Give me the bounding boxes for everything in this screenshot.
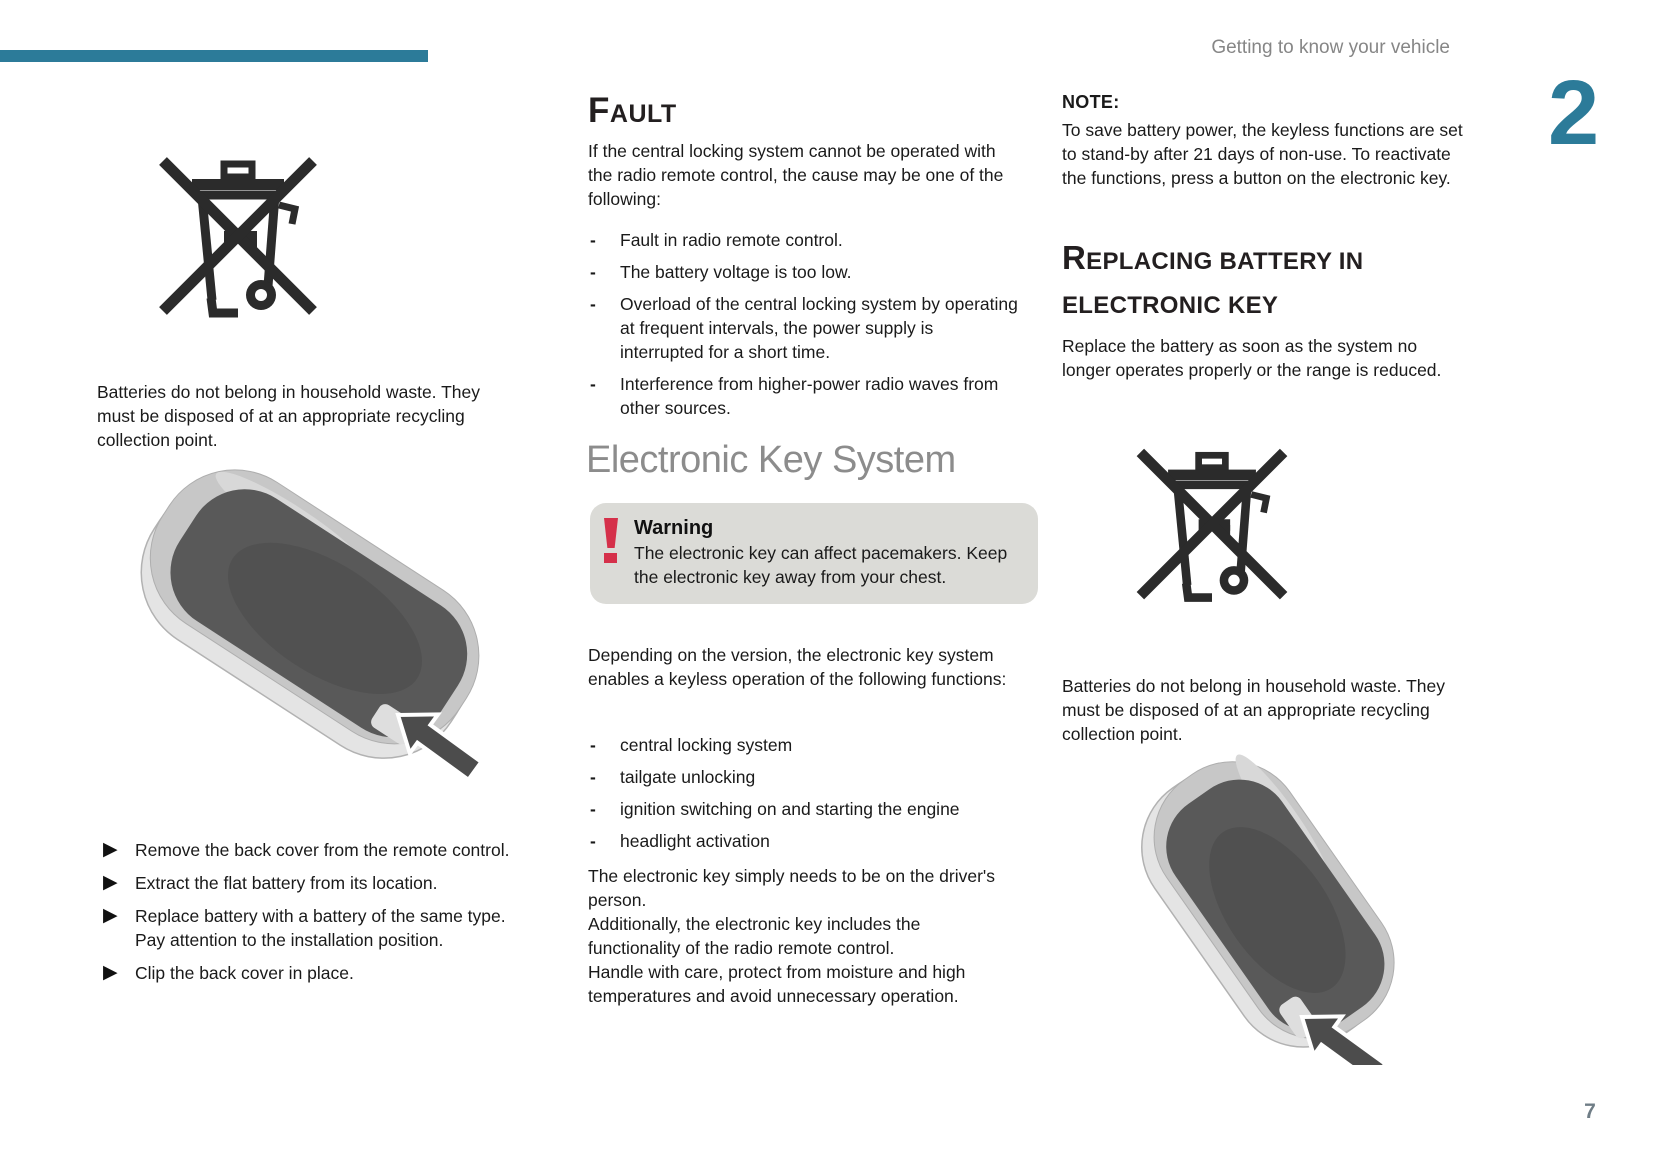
warning-title: Warning [634,517,714,539]
list-item [97,961,533,985]
chapter-number: 2 [1548,62,1598,164]
note-label: NOTE: [1062,92,1120,112]
list-item [588,733,1018,757]
list-item [588,372,1018,420]
crossed-wheeled-bin-icon [148,148,328,326]
remote-control-back-cover-image [126,453,504,778]
fault-intro-text: If the central locking system cannot be operated with the radio remote control, the cause may be one of the following: [588,141,1004,209]
electronic-key-image [1090,733,1452,1065]
list-item [97,904,533,952]
bullet-triangle-icon: ▶ [103,838,118,860]
fault-causes-list [588,228,1018,428]
list-item [588,228,1018,252]
list-item [588,765,1018,789]
keyless-functions-list [588,733,1018,861]
cause-text: Interference from higher-power radio waves from other sources. [620,374,999,418]
section-heading-fault: FAULT [588,91,677,130]
bullet-triangle-icon: ▶ [103,871,118,893]
warning-text: The electronic key can affect pacemakers. Keep the electronic key away from your chest. [634,543,1008,587]
function-text: tailgate unlocking [620,767,756,787]
dash-bullet: - [590,230,596,250]
battery-disposal-caption: Batteries do not belong in household waste. They must be disposed of at an appropriate recycling collection point. [1062,676,1445,744]
warning-exclamation-icon [604,518,618,563]
function-text: ignition switching on and starting the engine [620,799,960,819]
note-text: To save battery power, the keyless functions are set to stand-by after 21 days of non-use. To reactivate the functions, press a button on the electronic key. [1062,120,1463,188]
dash-bullet: - [590,767,596,787]
bullet-triangle-icon: ▶ [103,904,118,926]
list-item [588,260,1018,284]
step-text: Clip the back cover in place. [135,963,354,983]
function-text: headlight activation [620,831,770,851]
chapter-header-title: Getting to know your vehicle [1211,37,1450,58]
crossed-wheeled-bin-icon [1126,440,1298,610]
note-line: Handle with care, protect from moisture and high temperatures and avoid unnecessary operation. [588,962,966,1006]
warning-box [590,503,1038,604]
cause-text: Fault in radio remote control. [620,230,843,250]
dash-bullet: - [590,799,596,819]
note-line: Additionally, the electronic key includes the functionality of the radio remote control. [588,914,921,958]
dash-bullet: - [590,294,596,314]
battery-disposal-caption: Batteries do not belong in household waste. They must be disposed of at an appropriate recycling collection point. [97,382,480,450]
list-item [97,838,533,862]
section-heading-replacing-battery: REPLACING BATTERY IN ELECTRONIC KEY [1062,239,1364,319]
battery-replacement-steps [97,838,533,994]
function-text: central locking system [620,735,793,755]
section-heading-electronic-key-system: Electronic Key System [586,439,956,481]
dash-bullet: - [590,831,596,851]
bullet-triangle-icon: ▶ [103,961,118,983]
list-item [97,871,533,895]
dash-bullet: - [590,262,596,282]
cause-text: The battery voltage is too low. [620,262,852,282]
note-line: The electronic key simply needs to be on the driver's person. [588,866,996,910]
page-number: 7 [1584,1100,1596,1123]
cause-text: Overload of the central locking system by operating at frequent intervals, the power supply is interrupted for a short time. [620,294,1018,362]
electronic-key-notes [588,864,1014,1008]
step-text: Remove the back cover from the remote control. [135,840,510,860]
list-item [588,797,1018,821]
step-text: Replace battery with a battery of the same type. Pay attention to the installation position. [135,906,506,950]
list-item [588,829,1018,853]
replacing-battery-text: Replace the battery as soon as the system no longer operates properly or the range is reduced. [1062,336,1442,380]
accent-bar [0,50,428,62]
dash-bullet: - [590,735,596,755]
step-text: Extract the flat battery from its location. [135,873,438,893]
electronic-key-intro-text: Depending on the version, the electronic key system enables a keyless operation of the following functions: [588,645,1007,689]
dash-bullet: - [590,374,596,394]
list-item [588,292,1018,364]
